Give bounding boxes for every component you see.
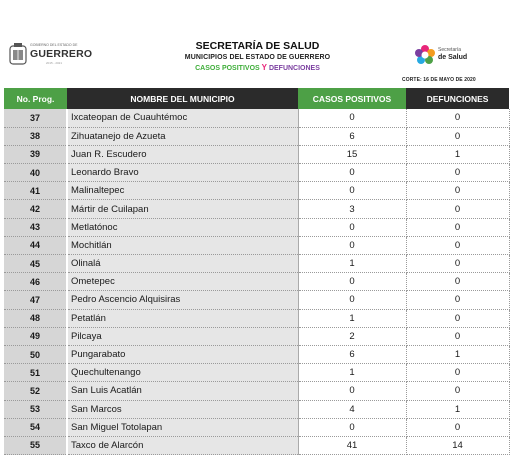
municipality-name: Malinaltepec [67, 182, 298, 200]
positive-cases-value: 0 [298, 273, 406, 291]
title-block [150, 40, 365, 74]
municipality-name: Ometepec [67, 273, 298, 291]
secretaria-salud-logo [414, 44, 494, 68]
municipality-name: Mártir de Cuilapan [67, 200, 298, 218]
deaths-value: 0 [406, 255, 509, 273]
positive-cases-value: 0 [298, 418, 406, 436]
municipality-name: Taxco de Alarcón [67, 436, 298, 454]
row-number: 52 [4, 382, 67, 400]
positive-cases-value: 0 [298, 164, 406, 182]
municipality-name: Pilcaya [67, 327, 298, 345]
table-row [4, 291, 509, 309]
logo-left-name: GUERRERO [30, 48, 93, 60]
deaths-value: 0 [406, 218, 509, 236]
row-number: 47 [4, 291, 67, 309]
positive-cases-value: 0 [298, 182, 406, 200]
municipality-name: San Miguel Totolapan [67, 418, 298, 436]
municipality-name: San Luis Acatlán [67, 382, 298, 400]
deaths-value: 0 [406, 164, 509, 182]
column-header-deaths: DEFUNCIONES [406, 88, 509, 109]
cutoff-date: CORTE: 16 DE MAYO DE 2020 [402, 77, 476, 83]
deaths-value: 0 [406, 182, 509, 200]
row-number: 48 [4, 309, 67, 327]
logo-right-line2: de Salud [438, 54, 468, 61]
conjunction-label: Y [261, 63, 267, 72]
municipality-name: Quechultenango [67, 364, 298, 382]
table-body [4, 109, 509, 455]
page-title: SECRETARÍA DE SALUD [195, 40, 320, 52]
municipality-name: Ixcateopan de Cuauhtémoc [67, 109, 298, 127]
table-row [4, 400, 509, 418]
municipality-name: Petatlán [67, 309, 298, 327]
positive-cases-value: 0 [298, 109, 406, 127]
row-number: 43 [4, 218, 67, 236]
deaths-label: DEFUNCIONES [268, 65, 320, 72]
deaths-value: 14 [406, 436, 509, 454]
municipality-name: Metlatónoc [67, 218, 298, 236]
row-number: 40 [4, 164, 67, 182]
row-number: 50 [4, 345, 67, 363]
table-row [4, 200, 509, 218]
municipality-name: Olinalá [67, 255, 298, 273]
positive-cases-value: 41 [298, 436, 406, 454]
table-row [4, 273, 509, 291]
row-number: 39 [4, 145, 67, 163]
logo-left-years: 2015 - 2021 [46, 61, 63, 65]
deaths-value: 0 [406, 127, 509, 145]
column-header-number: No. Prog. [4, 88, 67, 109]
deaths-value: 1 [406, 345, 509, 363]
table-row [4, 109, 509, 127]
table-row [4, 382, 509, 400]
table-row [4, 164, 509, 182]
deaths-value: 1 [406, 400, 509, 418]
municipality-name: Mochitlán [67, 236, 298, 254]
table-row [4, 145, 509, 163]
row-number: 54 [4, 418, 67, 436]
report-type-line [150, 63, 365, 74]
deaths-value: 0 [406, 309, 509, 327]
row-number: 53 [4, 400, 67, 418]
positive-cases-value: 0 [298, 382, 406, 400]
row-number: 42 [4, 200, 67, 218]
column-header-positive: CASOS POSITIVOS [298, 88, 406, 109]
positive-cases-value: 0 [298, 236, 406, 254]
row-number: 45 [4, 255, 67, 273]
positive-cases-value: 6 [298, 345, 406, 363]
table-header [4, 88, 509, 109]
deaths-value: 0 [406, 200, 509, 218]
column-header-municipality: NOMBRE DEL MUNICIPIO [67, 88, 298, 109]
row-number: 51 [4, 364, 67, 382]
document-header [0, 0, 510, 88]
state-seal-icon [8, 42, 28, 68]
row-number: 38 [4, 127, 67, 145]
deaths-value: 0 [406, 327, 509, 345]
table-row [4, 309, 509, 327]
table-row [4, 345, 509, 363]
deaths-value: 0 [406, 364, 509, 382]
row-number: 41 [4, 182, 67, 200]
positive-cases-value: 1 [298, 309, 406, 327]
logo-left-small-text: GOBIERNO DEL ESTADO DE [30, 43, 78, 47]
row-number: 55 [4, 436, 67, 454]
row-number: 44 [4, 236, 67, 254]
positive-cases-value: 0 [298, 218, 406, 236]
positive-cases-value: 6 [298, 127, 406, 145]
deaths-value: 0 [406, 382, 509, 400]
positive-cases-value: 1 [298, 364, 406, 382]
row-number: 49 [4, 327, 67, 345]
municipality-name: Pedro Ascencio Alquisiras [67, 291, 298, 309]
health-flower-icon [414, 44, 436, 66]
municipality-name: Zihuatanejo de Azueta [67, 127, 298, 145]
positive-cases-value: 0 [298, 291, 406, 309]
positive-cases-label: CASOS POSITIVOS [195, 65, 260, 72]
table-row [4, 182, 509, 200]
municipality-name: Juan R. Escudero [67, 145, 298, 163]
municipality-name: San Marcos [67, 400, 298, 418]
table-row [4, 364, 509, 382]
positive-cases-value: 3 [298, 200, 406, 218]
deaths-value: 0 [406, 236, 509, 254]
positive-cases-value: 4 [298, 400, 406, 418]
deaths-value: 1 [406, 145, 509, 163]
row-number: 46 [4, 273, 67, 291]
table-row [4, 127, 509, 145]
municipality-name: Leonardo Bravo [67, 164, 298, 182]
table-row [4, 255, 509, 273]
page-subtitle: MUNICIPIOS DEL ESTADO DE GUERRERO [184, 54, 331, 61]
table-row [4, 418, 509, 436]
table-row [4, 218, 509, 236]
deaths-value: 0 [406, 273, 509, 291]
deaths-value: 0 [406, 109, 509, 127]
positive-cases-value: 2 [298, 327, 406, 345]
guerrero-government-logo [8, 42, 93, 72]
positive-cases-value: 1 [298, 255, 406, 273]
logo-right-line1: Secretaría [438, 47, 462, 53]
row-number: 37 [4, 109, 67, 127]
deaths-value: 0 [406, 291, 509, 309]
deaths-value: 0 [406, 418, 509, 436]
table-row [4, 327, 509, 345]
positive-cases-value: 15 [298, 145, 406, 163]
municipality-cases-table [4, 88, 510, 455]
municipality-name: Pungarabato [67, 345, 298, 363]
table-row [4, 236, 509, 254]
table-row [4, 436, 509, 454]
